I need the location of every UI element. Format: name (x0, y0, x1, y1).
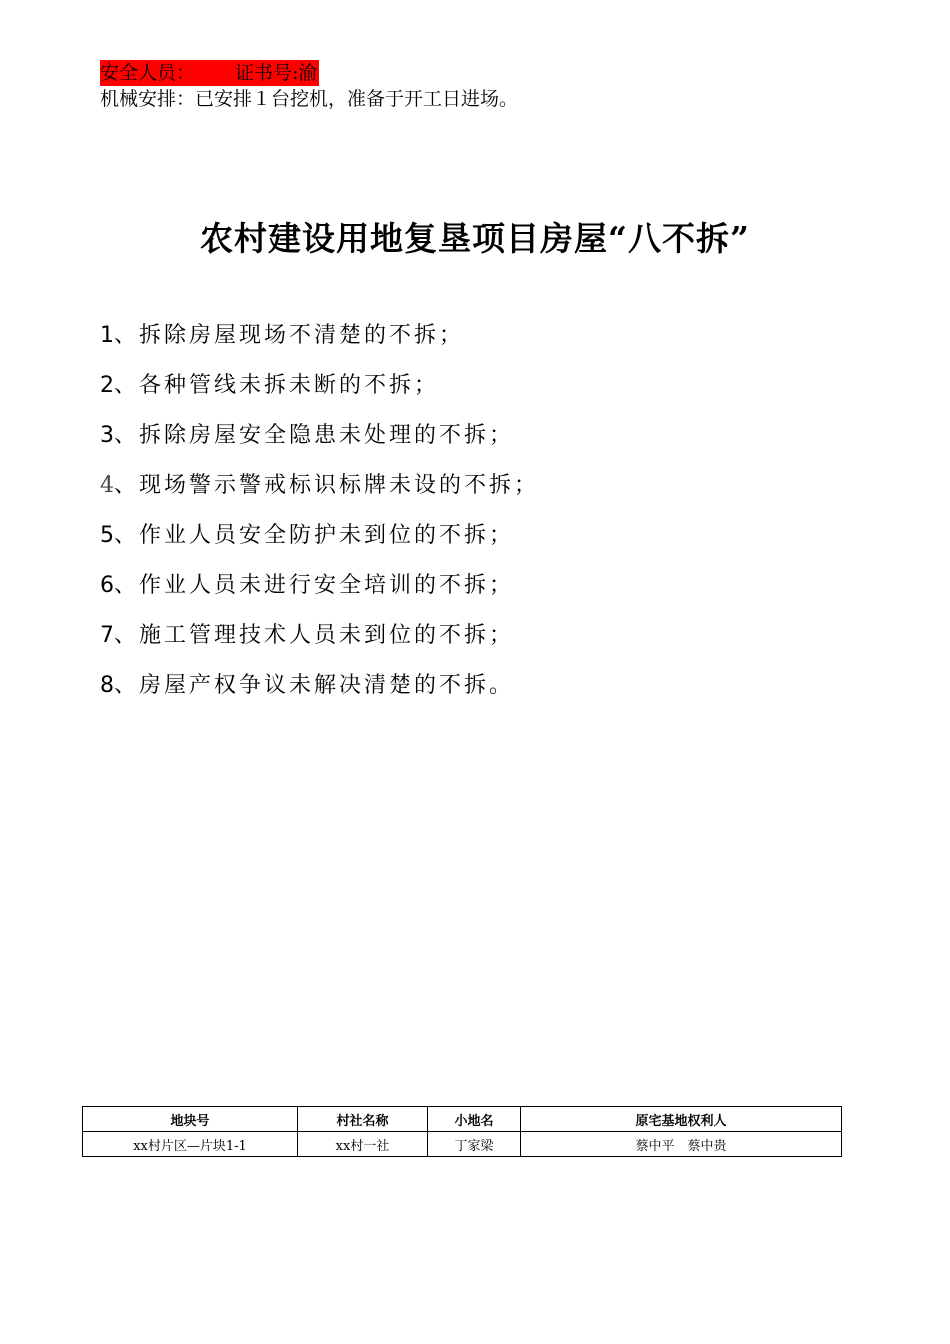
rule-text: 、各种管线未拆未断的不拆； (114, 373, 440, 398)
rule-text: 、房屋产权争议未解决清楚的不拆。 (114, 673, 515, 698)
rule-item (100, 668, 539, 718)
cell-plot-number: xx村片区—片块1-1 (83, 1132, 298, 1157)
rule-item (100, 618, 539, 668)
cell-right-holder: 蔡中平 蔡中贵 (521, 1132, 842, 1157)
rule-item (100, 418, 539, 468)
header-village-name: 村社名称 (298, 1107, 428, 1132)
rules-list (100, 318, 539, 718)
rule-item (100, 368, 539, 418)
rule-number: 4 (100, 473, 114, 498)
rule-item (100, 468, 539, 518)
header-plot-number: 地块号 (83, 1107, 298, 1132)
machinery-arrangement-line: 机械安排：已安排１台挖机，准备于开工日进场。 (100, 88, 519, 110)
plot-info-table (82, 1106, 842, 1157)
rule-number: 5 (100, 523, 114, 548)
header-place-name: 小地名 (428, 1107, 521, 1132)
document-title: 农村建设用地复垦项目房屋“八不拆” (200, 219, 750, 258)
rule-item (100, 568, 539, 618)
rule-item (100, 518, 539, 568)
safety-personnel-label: 安全人员： (100, 62, 196, 84)
cell-place-name: 丁家梁 (428, 1132, 521, 1157)
rule-item (100, 318, 539, 368)
rule-text: 、作业人员未进行安全培训的不拆； (114, 573, 515, 598)
rule-number: 1 (100, 323, 114, 348)
rule-text: 、作业人员安全防护未到位的不拆； (114, 523, 515, 548)
rule-number: 8 (100, 673, 114, 698)
rule-number: 3 (100, 423, 114, 448)
safety-personnel-line (100, 60, 319, 86)
rule-text: 、施工管理技术人员未到位的不拆； (114, 623, 515, 648)
rule-text: 、拆除房屋安全隐患未处理的不拆； (114, 423, 515, 448)
rule-number: 2 (100, 373, 114, 398)
cell-village-name: xx村一社 (298, 1132, 428, 1157)
table-header-row (83, 1107, 842, 1132)
certificate-number-label: 证书号:渝 (235, 62, 318, 84)
table-row (83, 1132, 842, 1157)
rule-number: 7 (100, 623, 114, 648)
rule-text: 、拆除房屋现场不清楚的不拆； (114, 323, 465, 348)
header-block (100, 60, 518, 112)
rule-number: 6 (100, 573, 114, 598)
rule-text: 、现场警示警戒标识标牌未设的不拆； (114, 473, 540, 498)
header-right-holder: 原宅基地权利人 (521, 1107, 842, 1132)
